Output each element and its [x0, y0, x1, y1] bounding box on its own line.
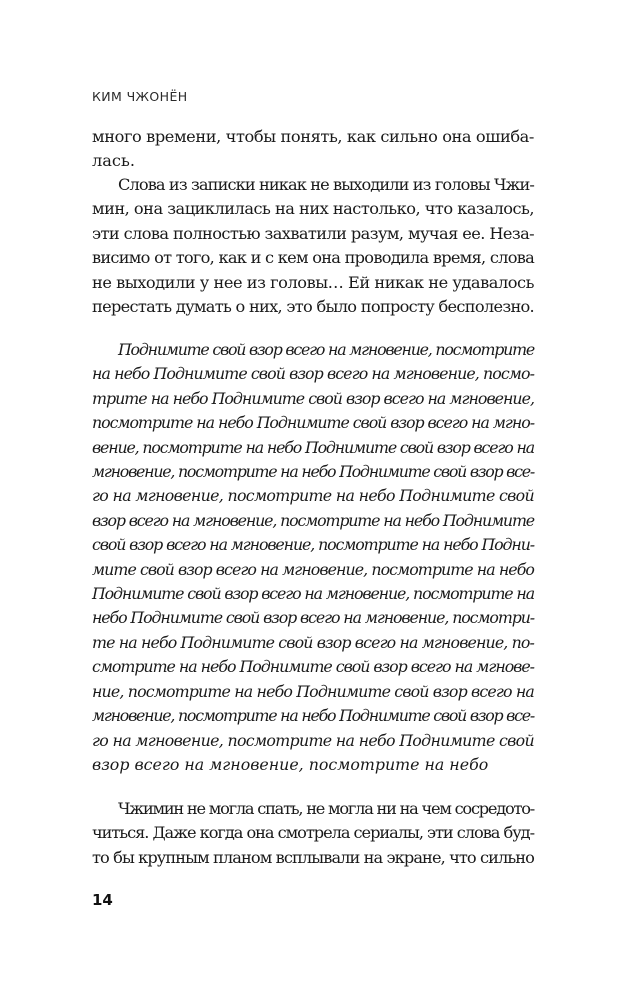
running-head: КИМ ЧЖОНЁН — [92, 89, 188, 104]
italic-line: те на небо Поднимите свой взор всего на мгновение, по- — [92, 632, 535, 652]
text-line: перестать думать о них, это было попросту бесполезно. — [92, 297, 534, 317]
italic-line: взор всего на мгновение, посмотрите на небо Поднимите — [92, 510, 534, 530]
paragraph-could-not-sleep — [92, 797, 534, 870]
paragraph-continued — [92, 125, 534, 174]
italic-line: небо Поднимите свой взор всего на мгновение, посмотри- — [92, 608, 535, 628]
italic-line: мите свой взор всего на мгновение, посмотрите на небо — [92, 559, 534, 579]
text-line: висимо от того, как и с кем она проводила время, слова — [92, 248, 534, 268]
italic-line: смотрите на небо Поднимите свой взор всего на мгнове- — [92, 657, 535, 677]
italic-line: трите на небо Поднимите свой взор всего на мгновение, — [92, 388, 535, 408]
text-line: то бы крупным планом всплывали на экране, что сильно — [92, 847, 534, 867]
italic-repeated-phrase-block — [92, 338, 534, 777]
text-line: Слова из записки никак не выходили из головы Чжи- — [118, 175, 535, 194]
italic-line: мгновение, посмотрите на небо Поднимите свой взор все- — [92, 462, 534, 482]
italic-line: Поднимите свой взор всего на мгновение, посмотрите на — [92, 584, 534, 604]
italic-line: мгновение, посмотрите на небо Поднимите свой взор все- — [92, 706, 534, 726]
italic-line: го на мгновение, посмотрите на небо Поднимите свой — [92, 730, 535, 750]
text-line: не выходили у нее из головы… Ей никак не удавалось — [92, 272, 535, 292]
text-line: Чжимин не могла спать, не могла ни на чем сосредото- — [118, 799, 534, 818]
text-line: читься. Даже когда она смотрела сериалы, эти слова буд- — [92, 823, 535, 843]
text-line: мин, она зациклилась на них настолько, что казалось, — [92, 199, 534, 219]
page-number: 14 — [92, 891, 113, 909]
paragraph-words-from-note — [92, 173, 534, 319]
italic-line: ние, посмотрите на небо Поднимите свой взор всего на — [92, 681, 534, 701]
italic-line: го на мгновение, посмотрите на небо Поднимите свой — [92, 486, 535, 506]
italic-line: взор всего на мгновение, посмотрите на небо — [92, 754, 489, 774]
italic-line: посмотрите на небо Поднимите свой взор всего на мгно- — [92, 413, 534, 433]
text-line: лась. — [92, 151, 135, 171]
text-line: много времени, чтобы понять, как сильно она ошиба- — [92, 127, 535, 146]
italic-line: Поднимите свой взор всего на мгновение, посмотрите — [118, 340, 534, 359]
italic-line: свой взор всего на мгновение, посмотрите на небо Подни- — [92, 535, 534, 555]
italic-line: на небо Поднимите свой взор всего на мгновение, посмо- — [92, 364, 535, 384]
text-line: эти слова полностью захватили разум, мучая ее. Неза- — [92, 223, 535, 243]
italic-line: вение, посмотрите на небо Поднимите свой взор всего на — [92, 437, 534, 457]
